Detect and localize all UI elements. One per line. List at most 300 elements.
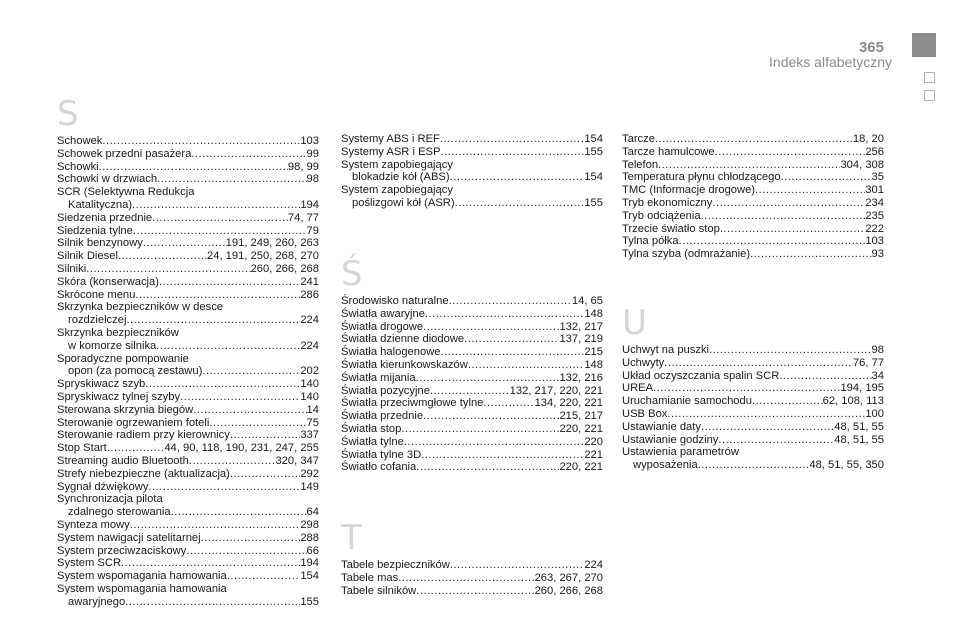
index-entry-name: Schowki [57,160,99,173]
index-entry-pages: 260, 266, 268 [250,262,319,275]
index-entry-name: Światła pozycyjne [341,384,430,397]
index-entry-name: Światła stop [341,422,402,435]
index-entry-name: Tryb ekonomiczny [622,196,713,209]
index-entry-name: Temperatura płynu chłodzącego [622,171,781,184]
index-entry-pages: 288 [300,531,319,544]
index-entry-name: Światła halogenowe [341,346,441,359]
index-entry-name: Sterowanie radiem przy kierownicy [57,429,230,442]
index-entry [622,235,884,248]
index-entry-name: Światła tylne [341,435,404,448]
index-column-1 [57,94,319,608]
index-entry-pages: 132, 216 [559,371,603,384]
index-entry [622,370,884,383]
index-entry-name: UREA [622,382,654,395]
index-entry-pages: 99 [306,147,319,160]
index-entry-pages: 132, 217, 220, 221 [509,384,603,397]
index-entry-name: Środowisko naturalne [341,295,449,307]
index-entry [57,135,319,148]
index-entry [341,397,603,410]
index-entry [341,359,603,372]
index-entry-name: Synchronizacja pilota [57,493,163,506]
index-entry-name: Ustawianie daty [622,420,701,433]
index-entry-pages: 234 [865,196,884,209]
index-entry [57,506,319,519]
dot-leader [701,210,866,223]
index-section-s-continued [341,133,603,210]
index-entry-name: Tabele mas [341,571,399,584]
page-number: 365 [858,39,884,56]
index-entry-pages: 148 [584,358,603,371]
index-entry [622,421,884,434]
index-entry-pages: 137, 219 [559,333,603,346]
index-entry-name: Sygnał dźwiękowy [57,480,149,493]
index-entry-pages: 304, 308 [840,158,884,171]
index-entry [57,148,319,161]
dot-leader [121,557,300,570]
index-entry-name: Systemy ASR i ESP [341,145,441,158]
index-entry-pages: 74, 77 [287,211,319,224]
index-entry-pages: 155 [584,145,603,158]
index-entry-name: Tylna półka [622,235,679,248]
index-entry-name: Schowek przedni pasażera [57,147,192,160]
dot-leader [202,365,300,378]
index-entry [57,417,319,430]
index-entry-pages: 132, 217 [559,320,603,333]
index-entry [622,159,884,172]
index-entry-name: Tarcze [622,133,655,145]
index-entry-name: Schowek [57,135,103,147]
index-entry-name: Uruchamianie samochodu [622,395,752,408]
index-entry-pages: 221 [584,448,603,461]
index-entry-name: System wspomagania hamowania [57,582,227,595]
index-entry-name: Światła kierunkowskazów [341,358,468,371]
dot-leader [653,382,840,395]
index-entry-name: Silnik Diesel [57,250,118,263]
dot-leader [779,370,871,383]
index-entry [622,171,884,184]
index-entry [341,559,603,572]
index-entry-pages: 48, 51, 55 [834,433,884,446]
index-entry-name: Silniki [57,262,87,275]
index-entry-pages: 34 [871,369,884,382]
index-entry [341,372,603,385]
dot-leader [449,295,572,308]
index-entry [341,133,603,146]
index-entry-pages: 194 [300,198,319,211]
index-entry [57,532,319,545]
tab-outline-icon [924,90,935,101]
index-entry [622,223,884,236]
index-entry [57,455,319,468]
dot-leader [715,146,866,159]
dot-leader [99,161,288,174]
dot-leader [667,408,865,421]
index-entry [622,382,884,395]
dot-leader [230,468,300,481]
dot-leader [430,385,510,398]
index-entry-name: Streaming audio Bluetooth [57,454,189,467]
index-entry [341,585,603,598]
index-section-t [341,518,603,597]
entry-list [622,133,884,261]
page-header [0,0,960,80]
index-entry-name: Siedzenia tylne [57,224,133,237]
index-entry [57,199,319,212]
index-entry-name: Skrócone menu [57,288,136,301]
index-entry [622,133,884,146]
dot-leader [189,455,276,468]
index-entry-name: Stop Start [57,442,107,455]
section-letter: T [341,518,362,558]
index-entry [57,468,319,481]
dot-leader [718,434,834,447]
index-entry-name: TMC (Informacje drogowe) [622,184,756,197]
dot-leader [440,133,584,146]
index-entry-pages: 154 [300,570,319,583]
index-entry [341,333,603,346]
index-entry-name: System nawigacji satelitarnej [57,531,201,544]
index-entry [57,365,319,378]
section-letter: S [57,94,79,134]
index-entry-pages: 103 [300,135,319,147]
index-entry [57,429,319,442]
index-entry-name: System zapobiegający [341,184,453,197]
index-entry-continuation: w komorze silnika [68,339,157,352]
index-entry-pages: 224 [300,339,319,352]
index-entry-pages: 194, 195 [840,382,884,395]
dot-leader [102,135,300,148]
index-entry [57,161,319,174]
dot-leader [450,171,585,184]
index-entry-name: System wspomagania hamowania [57,570,227,583]
dot-leader [186,545,306,558]
index-entry-continuation: wyposażenia [633,459,698,472]
dot-leader [664,357,853,370]
index-entry [341,461,603,474]
index-entry-pages: 44, 90, 118, 190, 231, 247, 255 [164,442,319,455]
index-entry [341,410,603,423]
index-entry-name: System zapobiegający [341,158,453,171]
index-entry [57,263,319,276]
index-entry [57,225,319,238]
index-entry-pages: 18, 20 [852,133,884,145]
index-section-s [57,94,319,608]
chapter-tab-icon [912,33,936,57]
dot-leader [230,429,300,442]
dot-leader [655,133,853,146]
index-entry [341,436,603,449]
index-entry [57,276,319,289]
index-entry-continuation: opon (za pomocą zestawu) [68,365,203,378]
index-entry [622,197,884,210]
chapter-tab-mark-icon [928,59,934,65]
dot-leader [483,397,534,410]
index-entry-name: Strefy niebezpieczne (aktualizacja) [57,467,230,480]
dot-leader [180,391,300,404]
dot-leader [145,378,300,391]
dot-leader [425,308,584,321]
entry-list [341,295,603,474]
index-entry [341,295,603,308]
index-entry-name: Tabele bezpieczników [341,559,450,571]
index-entry-pages: 148 [584,307,603,320]
index-section-s-acute [341,254,603,474]
dot-leader [416,461,559,474]
index-entry-name: Sterowanie ogrzewaniem foteli [57,416,210,429]
entry-list [57,135,319,608]
index-entry-pages: 224 [584,559,603,571]
index-entry-pages: 220 [584,435,603,448]
index-entry-name: USB Box [622,407,668,420]
dot-leader [423,410,559,423]
index-entry-continuation: rozdzielczej [68,314,127,327]
index-entry-pages: 24, 191, 250, 268, 270 [207,250,319,263]
index-entry [57,404,319,417]
index-entry [57,378,319,391]
index-entry-pages: 98 [306,173,319,186]
index-entry [341,346,603,359]
index-entry-pages: 140 [300,378,319,391]
dot-leader [191,148,306,161]
dot-leader [712,197,865,210]
index-entry-pages: 100 [865,407,884,420]
dot-leader [107,442,165,455]
index-entry [622,459,884,472]
index-entry [57,570,319,583]
dot-leader [227,570,301,583]
index-entry [57,314,319,327]
index-entry-pages: 134, 220, 221 [534,397,603,410]
dot-leader [750,248,871,261]
index-entry [57,340,319,353]
index-entry-pages: 286 [300,288,319,301]
dot-leader [148,481,300,494]
index-entry-name: Spryskiwacz tylnej szyby [57,390,181,403]
index-entry [57,289,319,302]
index-entry [57,545,319,558]
dot-leader [135,289,300,302]
index-entry-name: Tabele silników [341,584,417,597]
dot-leader [658,159,840,172]
index-entry-name: Światła drogowe [341,320,424,333]
index-entry-name: Tryb odciążenia [622,209,701,222]
index-entry [57,596,319,609]
dot-leader [118,250,207,263]
index-entry-pages: 224 [300,314,319,327]
index-entry [341,146,603,159]
dot-leader [464,333,559,346]
dot-leader [423,321,559,334]
index-entry-continuation: Katalityczna) [68,198,133,211]
index-entry-name: Światła przednie [341,410,424,423]
index-entry-pages: 301 [865,184,884,197]
index-entry-name: Synteza mowy [57,518,130,531]
dot-leader [679,235,866,248]
index-entry-continuation: blokadzie kół (ABS) [352,171,450,184]
index-entry-pages: 241 [300,275,319,288]
index-entry [341,423,603,436]
index-entry-pages: 62, 108, 113 [822,395,884,408]
dot-leader [450,559,584,572]
index-entry [622,184,884,197]
dot-leader [421,449,584,462]
index-entry [341,385,603,398]
dot-leader [156,340,300,353]
index-entry-name: Skrzynka bezpieczników [57,326,179,339]
index-entry-pages: 191, 249, 260, 263 [225,237,319,250]
dot-leader [125,596,300,609]
index-entry-pages: 154 [584,133,603,145]
dot-leader [781,171,872,184]
index-entry-name: Tarcze hamulcowe [622,145,715,158]
index-entry-pages: 48, 51, 55, 350 [809,459,884,472]
dot-leader [416,585,534,598]
section-title: Indeks alfabetyczny [769,54,892,70]
dot-leader [157,173,306,186]
index-entry-pages: 292 [300,467,319,480]
index-entry-pages: 14, 65 [571,295,603,307]
index-entry-pages: 337 [300,429,319,442]
index-entry-pages: 76, 77 [852,356,884,369]
dot-leader [398,572,534,585]
dot-leader [130,519,301,532]
index-entry-pages: 66 [306,544,319,557]
dot-leader [171,506,307,519]
index-entry [341,321,603,334]
index-entry [57,519,319,532]
index-entry-pages: 202 [300,365,319,378]
dot-leader [755,184,865,197]
index-section-t-continued [622,133,884,261]
index-entry [622,408,884,421]
index-entry-name: Uchwyt na puszki [622,344,710,356]
index-entry-pages: 140 [300,390,319,403]
dot-leader [698,459,810,472]
dot-leader [416,372,560,385]
index-entry-name: Światła dzienne diodowe [341,333,465,346]
dot-leader [752,395,823,408]
dot-leader [701,421,834,434]
dot-leader [193,404,306,417]
index-entry-pages: 14 [306,403,319,416]
index-entry-name: Spryskiwacz szyb [57,378,146,391]
index-entry-name: Ustawianie godziny [622,433,719,446]
dot-leader [143,237,226,250]
index-entry-name: Światło cofania [341,461,417,474]
index-entry [622,210,884,223]
index-entry-pages: 64 [306,506,319,519]
index-entry-continuation: awaryjnego [68,595,126,608]
dot-leader [126,314,300,327]
index-entry-name: Telefon [622,158,659,171]
index-entry-pages: 220, 221 [559,422,603,435]
index-entry-pages: 149 [300,480,319,493]
index-entry-pages: 260, 266, 268 [534,584,603,597]
index-entry-pages: 235 [865,209,884,222]
index-entry-name: Światła tylne 3D [341,448,422,461]
index-entry [341,171,603,184]
index-entry [341,197,603,210]
index-entry-name: Układ oczyszczania spalin SCR [622,369,780,382]
index-entry-name: Silnik benzynowy [57,237,143,250]
index-entry-pages: 194 [300,557,319,570]
index-entry-pages: 79 [306,224,319,237]
dot-leader [133,225,307,238]
index-entry [622,146,884,159]
entry-list [622,344,884,472]
index-entry-name: Uchwyty [622,356,665,369]
index-entry-name: Skóra (konserwacja) [57,275,159,288]
index-entry-pages: 263, 267, 270 [534,571,603,584]
index-column-3 [622,133,884,472]
dot-leader [720,223,866,236]
index-entry-name: Światła przeciwmgłowe tylne [341,397,484,410]
section-letter: Ś [341,254,363,294]
index-entry-name: Tylna szyba (odmrażanie) [622,248,751,261]
index-entry [57,481,319,494]
entry-list [341,559,603,597]
index-entry [57,442,319,455]
index-entry-name: Trzecie światło stop [622,222,720,235]
index-entry-name: Światła mijania [341,371,416,384]
index-entry-name: System SCR [57,557,122,570]
index-column-2 [341,133,603,597]
index-entry-pages: 155 [300,595,319,608]
index-entry-name: Skrzynka bezpieczników w desce [57,301,224,314]
dot-leader [152,212,288,225]
index-entry [622,248,884,261]
index-entry-pages: 98 [871,344,884,356]
dot-leader [441,346,585,359]
index-entry [341,449,603,462]
index-entry [622,434,884,447]
dot-leader [440,146,584,159]
index-entry-pages: 320, 347 [275,454,319,467]
index-entry [57,173,319,186]
index-entry-name: Sporadyczne pompowanie [57,352,189,365]
dot-leader [132,199,300,212]
index-entry-pages: 154 [584,171,603,184]
dot-leader [201,532,301,545]
dot-leader [404,436,585,449]
index-entry-pages: 75 [306,416,319,429]
index-entry-pages: 222 [865,222,884,235]
index-entry-pages: 215 [584,346,603,359]
index-entry-pages: 48, 51, 55 [834,420,884,433]
dot-leader [86,263,250,276]
index-entry-pages: 298 [300,518,319,531]
index-entry-pages: 103 [865,235,884,248]
index-entry [341,308,603,321]
index-section-u [622,303,884,472]
index-entry-pages: 256 [865,145,884,158]
index-entry-name: Schowki w drzwiach [57,173,158,186]
index-entry-name: Siedzenia przednie [57,211,153,224]
index-entry-name: Światła awaryjne [341,307,425,320]
index-entry [57,237,319,250]
index-entry-pages: 98, 99 [287,160,319,173]
entry-list [341,133,603,210]
index-entry-name: Ustawienia parametrów [622,446,739,459]
dot-leader [468,359,584,372]
index-entry [57,212,319,225]
tab-outline-icon [924,72,935,83]
dot-leader [401,423,559,436]
dot-leader [709,344,871,357]
dot-leader [209,417,306,430]
index-entry [57,250,319,263]
index-entry-name: Sterowana skrzynia biegów [57,403,194,416]
